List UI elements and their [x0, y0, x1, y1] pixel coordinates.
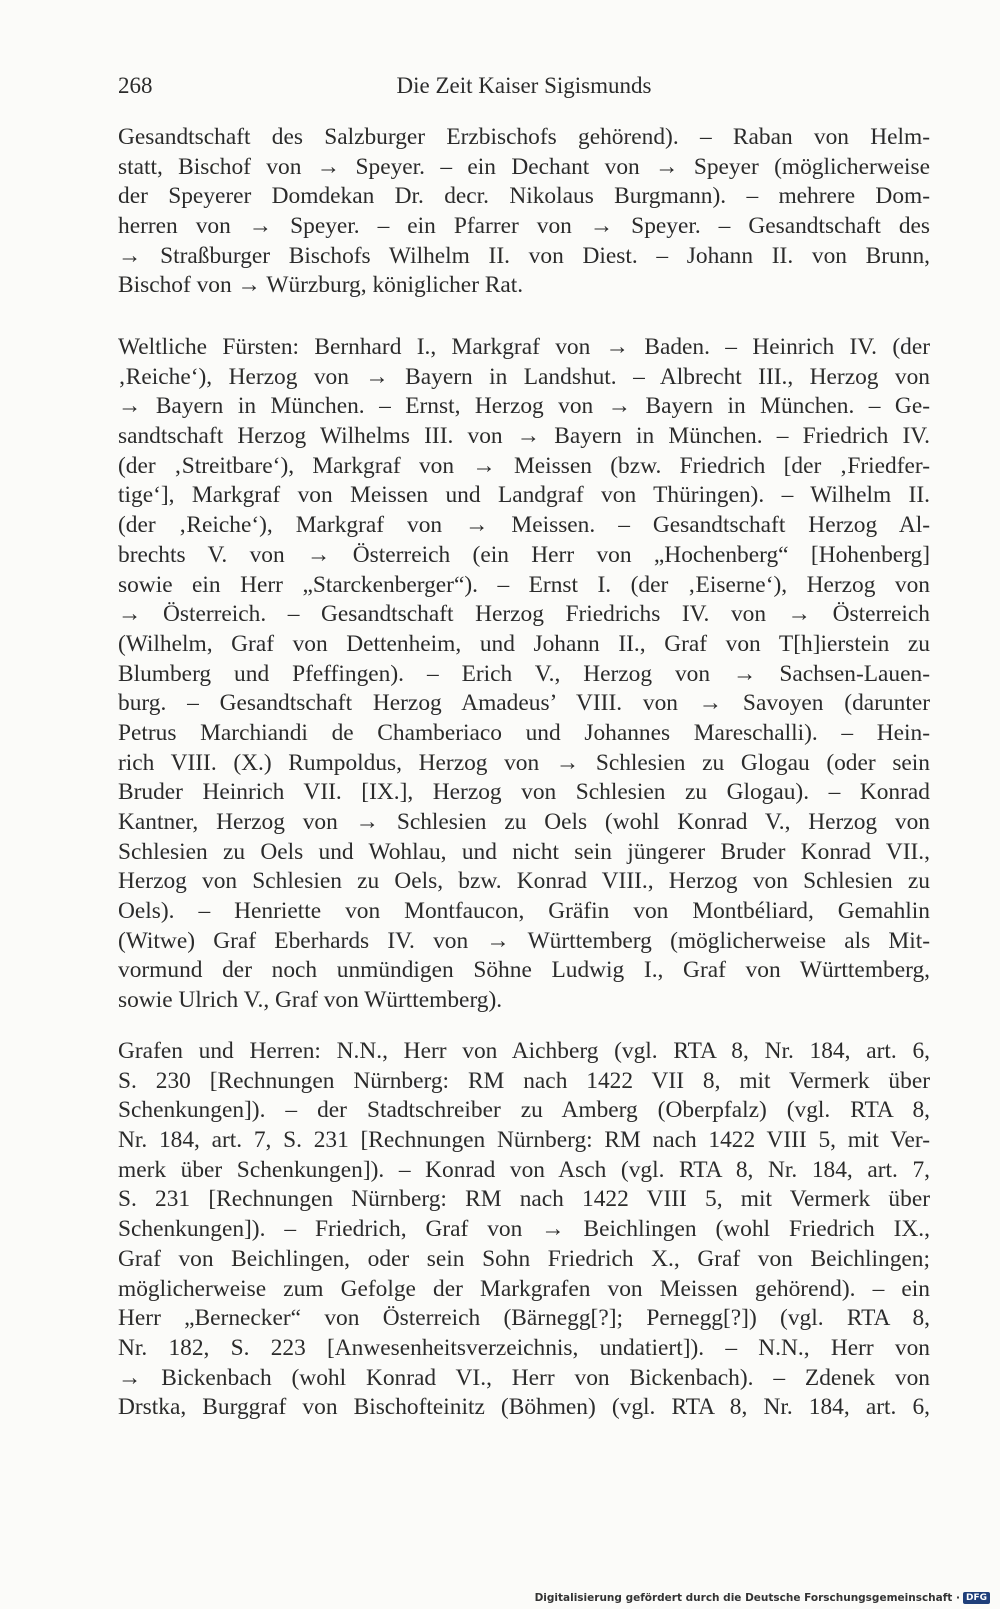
text-line: (der ‚Streitbare‘), Markgraf von → Meissen (bzw. Friedrich [der ‚Friedfer- [118, 452, 930, 479]
text-line: rich VIII. (X.) Rumpoldus, Herzog von → Schlesien zu Glogau (oder sein [118, 749, 930, 776]
text-line: Weltliche Fürsten: Bernhard I., Markgraf von → Baden. – Heinrich IV. (der [118, 334, 930, 360]
paragraph-weltliche-fuersten [118, 333, 930, 1016]
text-line: Nr. 184, art. 7, S. 231 [Rechnungen Nürnberg: RM nach 1422 VIII 5, mit Ver- [118, 1127, 930, 1154]
dfg-logo: DFG [963, 1592, 990, 1604]
digitization-footer [535, 1592, 990, 1604]
text-line: statt, Bischof von → Speyer. – ein Dechant von → Speyer (möglicherweise [118, 153, 930, 180]
text-line: Kantner, Herzog von → Schlesien zu Oels (wohl Konrad V., Herzog von [118, 809, 930, 835]
text-line: → Straßburger Bischofs Wilhelm II. von Diest. – Johann II. von Brunn, [118, 242, 930, 269]
text-line: Bischof von → Würzburg, königlicher Rat. [118, 272, 524, 299]
paragraph-geistliche [118, 123, 930, 301]
text-line: sowie ein Herr „Starckenberger“). – Ernst I. (der ‚Eiserne‘), Herzog von [118, 571, 930, 598]
text-line: → Bayern in München. – Ernst, Herzog von → Bayern in München. – Ge- [118, 393, 930, 420]
text-line: Grafen und Herren: N.N., Herr von Aichberg (vgl. RTA 8, Nr. 184, art. 6, [118, 1038, 930, 1064]
text-line: Oels). – Henriette von Montfaucon, Gräfin von Montbéliard, Gemahlin [118, 898, 930, 925]
text-line: Schenkungen]). – Friedrich, Graf von → Beichlingen (wohl Friedrich IX., [118, 1216, 930, 1243]
text-line: → Österreich. – Gesandtschaft Herzog Friedrichs IV. von → Österreich [118, 601, 930, 628]
book-page [118, 0, 930, 1609]
text-line: Herzog von Schlesien zu Oels, bzw. Konrad VIII., Herzog von Schlesien zu [118, 868, 930, 895]
footer-text: Digitalisierung gefördert durch die Deutsche Forschungsgemeinschaft · [534, 1592, 960, 1604]
text-line: Gesandtschaft des Salzburger Erzbischofs gehörend). – Raban von Helm- [118, 124, 930, 150]
text-line: burg. – Gesandtschaft Herzog Amadeus’ VIII. von → Savoyen (darunter [118, 690, 930, 717]
text-line: tige‘], Markgraf von Meissen und Landgraf von Thüringen). – Wilhelm II. [118, 482, 930, 509]
text-line: vormund der noch unmündigen Söhne Ludwig I., Graf von Württemberg, [118, 957, 930, 984]
text-line: Drstka, Burggraf von Bischofteinitz (Böhmen) (vgl. RTA 8, Nr. 184, art. 6, [118, 1394, 930, 1421]
text-line: Graf von Beichlingen, oder sein Sohn Friedrich X., Graf von Beichlingen; [118, 1245, 930, 1272]
text-line: sowie Ulrich V., Graf von Württemberg). [118, 987, 503, 1014]
text-line: ‚Reiche‘), Herzog von → Bayern in Landshut. – Albrecht III., Herzog von [118, 363, 930, 390]
text-line: (Wilhelm, Graf von Dettenheim, und Johann II., Graf von T[h]ierstein zu [118, 630, 930, 657]
text-line: Herr „Bernecker“ von Österreich (Bärnegg[?]; Pernegg[?]) (vgl. RTA 8, [118, 1305, 930, 1332]
text-line: möglicherweise zum Gefolge der Markgrafen von Meissen gehörend). – ein [118, 1275, 930, 1302]
text-line: Petrus Marchiandi de Chamberiaco und Johannes Mareschalli). – Hein- [118, 719, 930, 746]
text-line: brechts V. von → Österreich (ein Herr von „Hochenberg“ [Hohenberg] [118, 541, 930, 568]
text-line: S. 230 [Rechnungen Nürnberg: RM nach 1422 VII 8, mit Vermerk über [118, 1067, 930, 1094]
text-line: herren von → Speyer. – ein Pfarrer von → Speyer. – Gesandtschaft des [118, 213, 930, 240]
text-line: → Bickenbach (wohl Konrad VI., Herr von Bickenbach). – Zdenek von [118, 1364, 930, 1391]
text-line: Bruder Heinrich VII. [IX.], Herzog von Schlesien zu Glogau). – Konrad [118, 779, 930, 806]
page-number: 268 [118, 73, 153, 98]
text-line: Schenkungen]). – der Stadtschreiber zu Amberg (Oberpfalz) (vgl. RTA 8, [118, 1097, 930, 1124]
text-line: (Witwe) Graf Eberhards IV. von → Württemberg (möglicherweise als Mit- [118, 927, 930, 954]
text-line: Schlesien zu Oels und Wohlau, und nicht sein jüngerer Bruder Konrad VII., [118, 838, 930, 865]
running-title: Die Zeit Kaiser Sigismunds [396, 73, 652, 98]
text-line: (der ‚Reiche‘), Markgraf von → Meissen. – Gesandtschaft Herzog Al- [118, 512, 930, 539]
page-header [118, 68, 930, 104]
text-line: Blumberg und Pfeffingen). – Erich V., Herzog von → Sachsen-Lauen- [118, 660, 930, 687]
text-line: Nr. 182, S. 223 [Anwesenheitsverzeichnis, undatiert]). – N.N., Herr von [118, 1334, 930, 1361]
text-line: sandtschaft Herzog Wilhelms III. von → Bayern in München. – Friedrich IV. [118, 423, 930, 450]
paragraph-grafen-und-herren [118, 1037, 930, 1423]
text-line: merk über Schenkungen]). – Konrad von Asch (vgl. RTA 8, Nr. 184, art. 7, [118, 1156, 930, 1183]
text-line: S. 231 [Rechnungen Nürnberg: RM nach 1422 VIII 5, mit Vermerk über [118, 1186, 930, 1213]
text-line: der Speyerer Domdekan Dr. decr. Nikolaus Burgmann). – mehrere Dom- [118, 183, 930, 210]
